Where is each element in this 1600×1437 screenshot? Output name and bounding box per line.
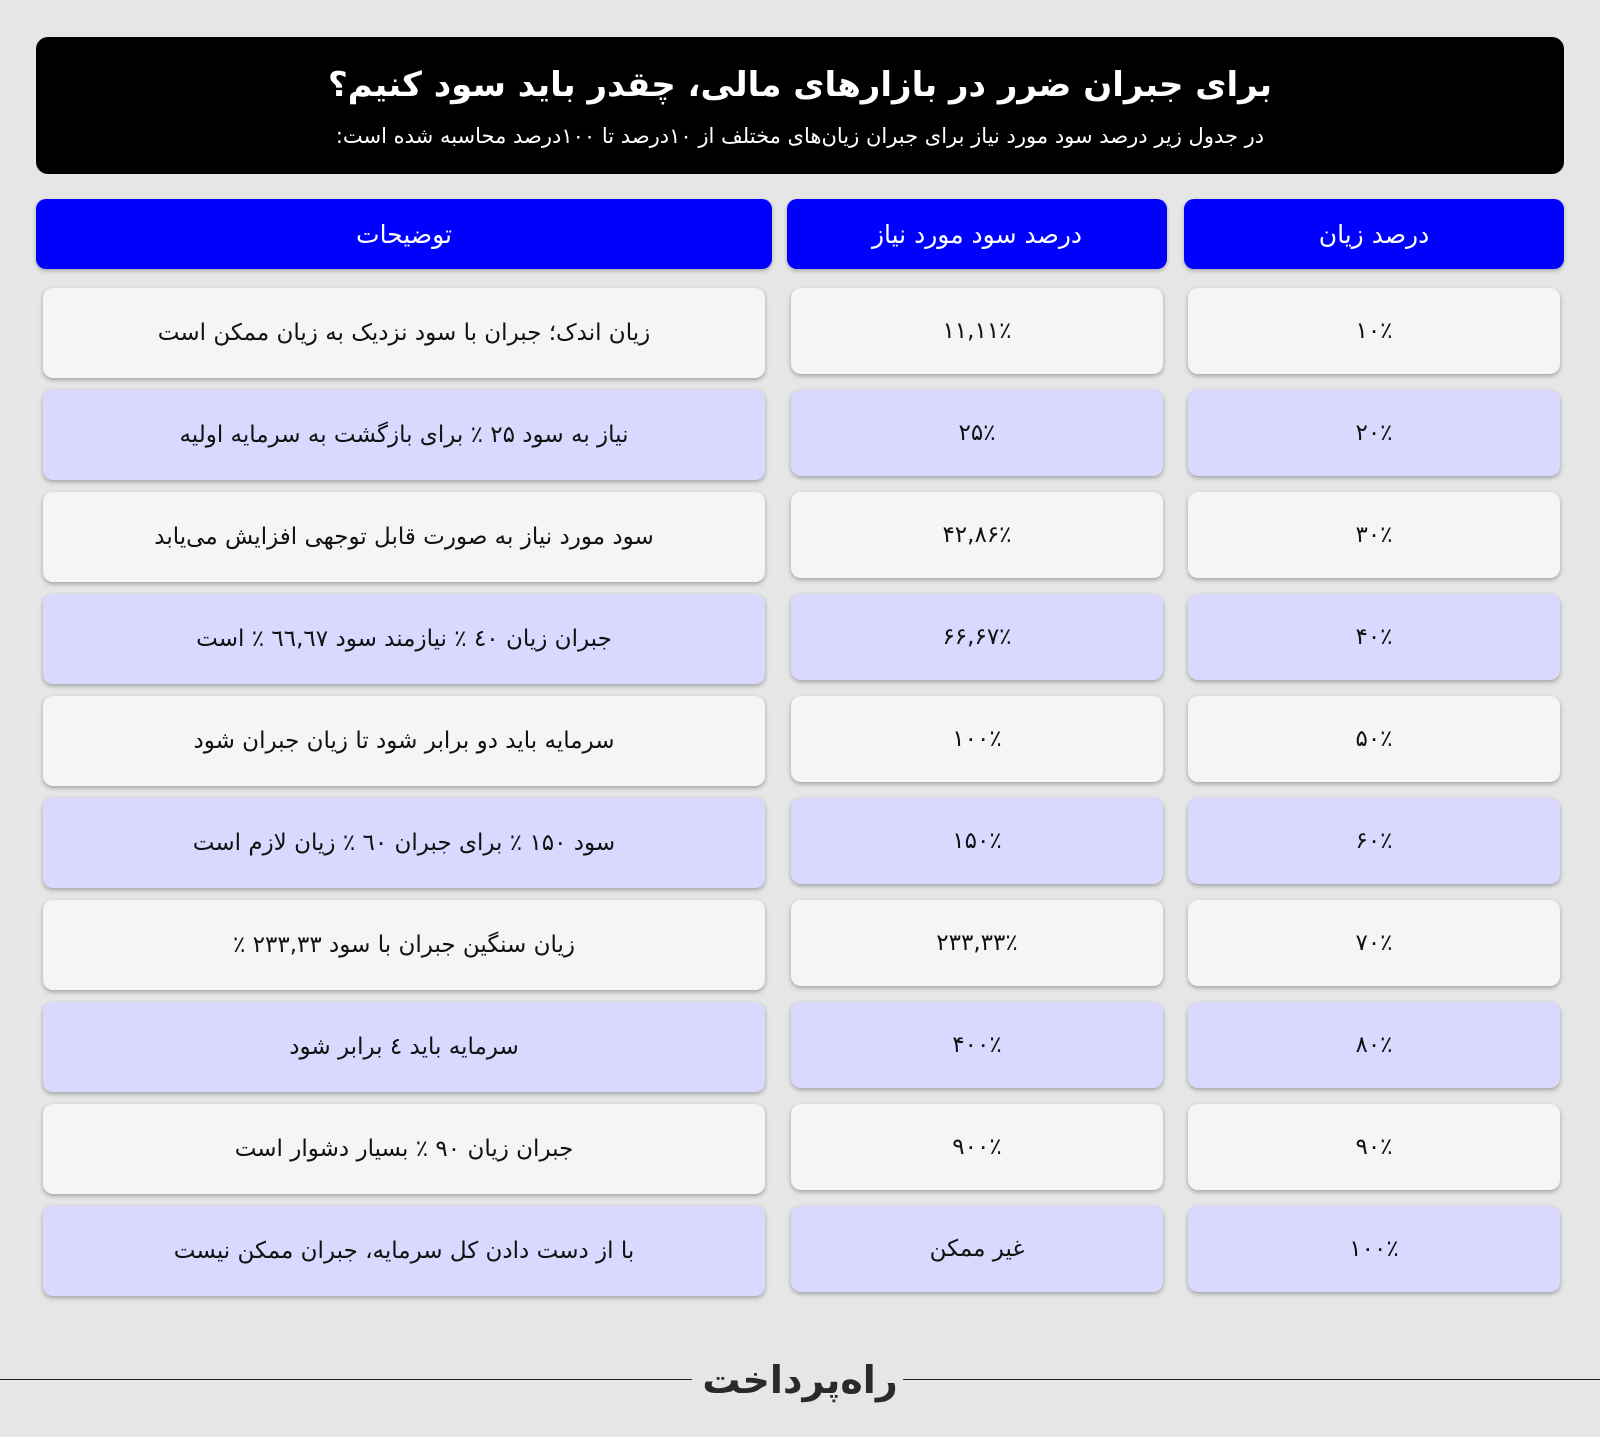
- loss-cell: ۱۰۰٪: [1188, 1206, 1560, 1292]
- description-cell: سود ۱۵۰ ٪ برای جبران ٦۰ ٪ زیان لازم است: [43, 798, 765, 888]
- column-header-loss: درصد زیان: [1184, 199, 1564, 269]
- column-header-description: توضیحات: [36, 199, 772, 269]
- gain-cell: ۲۳۳,۳۳٪: [791, 900, 1163, 986]
- description-cell: جبران زیان ٤۰ ٪ نیازمند سود ٦٦,٦٧ ٪ است: [43, 594, 765, 684]
- description-cell: زیان سنگین جبران با سود ۲۳۳,۳۳ ٪: [43, 900, 765, 990]
- loss-cell: ۴۰٪: [1188, 594, 1560, 680]
- loss-cell: ۹۰٪: [1188, 1104, 1560, 1190]
- description-cell: سود مورد نیاز به صورت قابل توجهی افزایش می‌یابد: [43, 492, 765, 582]
- description-cell: جبران زیان ۹۰ ٪ بسیار دشوار است: [43, 1104, 765, 1194]
- footer-divider-left: [0, 1379, 692, 1380]
- loss-cell: ۸۰٪: [1188, 1002, 1560, 1088]
- loss-cell: ۷۰٪: [1188, 900, 1560, 986]
- gain-cell: ۲۵٪: [791, 390, 1163, 476]
- page-title: برای جبران ضرر در بازارهای مالی، چقدر باید سود کنیم؟: [327, 65, 1273, 105]
- gain-cell: ۶۶,۶۷٪: [791, 594, 1163, 680]
- description-cell: سرمایه باید دو برابر شود تا زیان جبران شود: [43, 696, 765, 786]
- page-subtitle: در جدول زیر درصد سود مورد نیاز برای جبران زیان‌های مختلف از ۱۰درصد تا ۱۰۰درصد محاسبه شده است:: [335, 124, 1265, 148]
- description-cell: نیاز به سود ۲۵ ٪ برای بازگشت به سرمایه اولیه: [43, 390, 765, 480]
- column-header-gain: درصد سود مورد نیاز: [787, 199, 1167, 269]
- description-cell: با از دست دادن کل سرمایه، جبران ممکن نیست: [43, 1206, 765, 1296]
- loss-cell: ۵۰٪: [1188, 696, 1560, 782]
- loss-cell: ۲۰٪: [1188, 390, 1560, 476]
- loss-cell: ۳۰٪: [1188, 492, 1560, 578]
- description-cell: سرمایه باید ٤ برابر شود: [43, 1002, 765, 1092]
- gain-cell: ۴۲,۸۶٪: [791, 492, 1163, 578]
- description-cell: زیان اندک؛ جبران با سود نزدیک به زیان ممکن است: [43, 288, 765, 378]
- gain-cell: ۱۱,۱۱٪: [791, 288, 1163, 374]
- gain-cell: غیر ممکن: [791, 1206, 1163, 1292]
- loss-cell: ۱۰٪: [1188, 288, 1560, 374]
- gain-cell: ۴۰۰٪: [791, 1002, 1163, 1088]
- header-banner: [36, 37, 1564, 174]
- gain-cell: ۱۵۰٪: [791, 798, 1163, 884]
- brand-logo: راه‌پرداخت: [702, 1358, 898, 1402]
- loss-cell: ۶۰٪: [1188, 798, 1560, 884]
- gain-cell: ۱۰۰٪: [791, 696, 1163, 782]
- gain-cell: ۹۰۰٪: [791, 1104, 1163, 1190]
- footer-divider-right: [903, 1379, 1600, 1380]
